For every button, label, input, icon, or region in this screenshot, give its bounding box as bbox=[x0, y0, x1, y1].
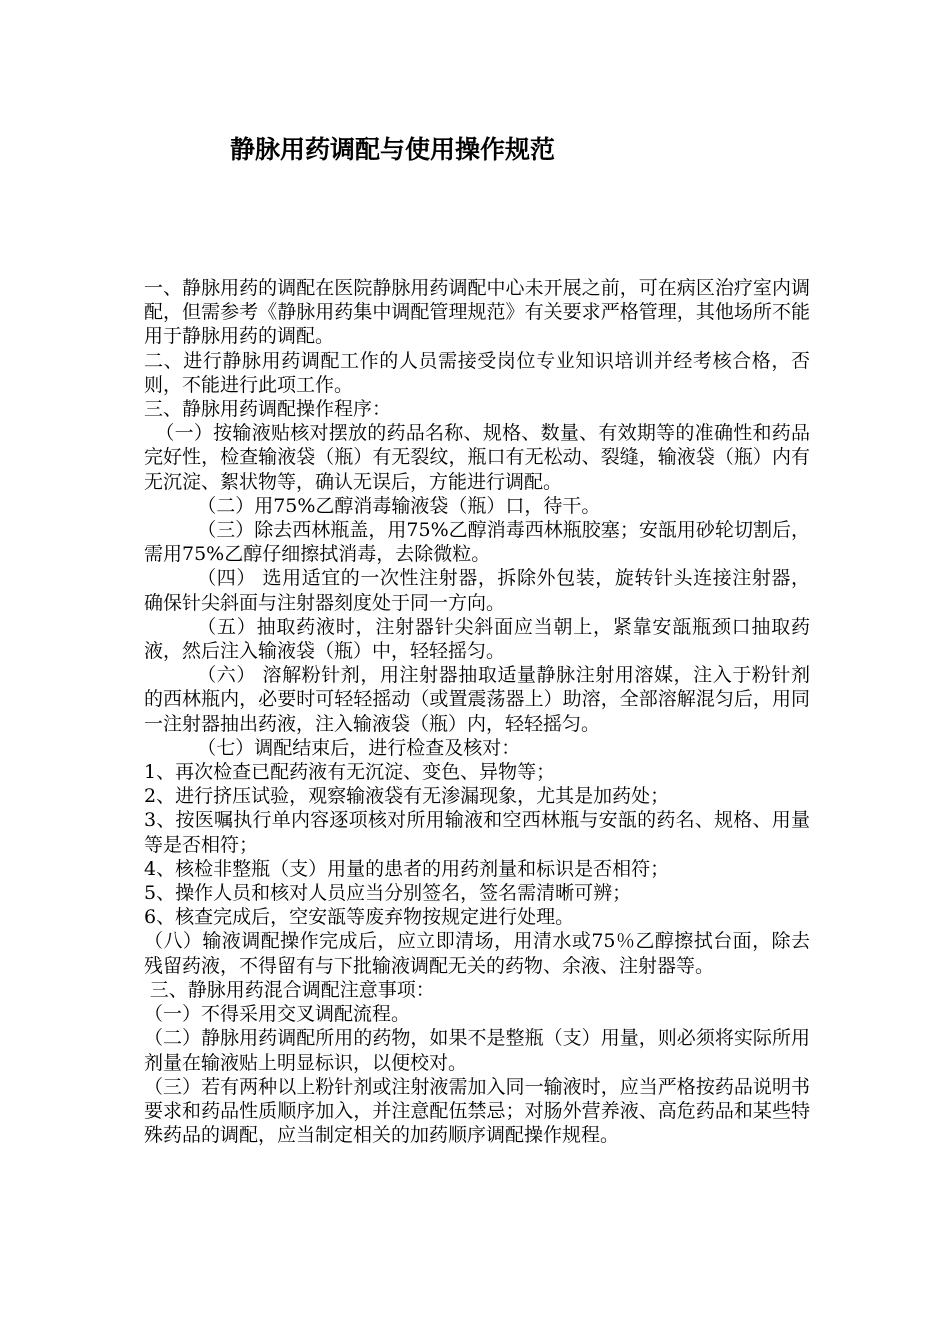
paragraph: （三）若有两种以上粉针剂或注射液需加入同一输液时，应当严格按药品说明书要求和药品性质顺序加入，并注意配伍禁忌；对肠外营养液、高危药品和某些特殊药品的调配，应当制定相关的加药顺序调配操作规程。 bbox=[144, 1075, 810, 1147]
paragraph: 5、操作人员和核对人员应当分别签名，签名需清晰可辨； bbox=[144, 882, 632, 905]
paragraph: 1、再次检查已配药液有无沉淀、变色、异物等； bbox=[144, 761, 556, 784]
paragraph: （三）除去西林瓶盖，用75%乙醇消毒西林瓶胶塞；安瓿用砂轮切割后，需用75%乙醇仔细擦拭消毒，去除微粒。 bbox=[144, 519, 810, 566]
paragraph: （六） 溶解粉针剂，用注射器抽取适量静脉注射用溶媒，注入于粉针剂的西林瓶内，必要时可轻轻摇动（或置震荡器上）助溶，全部溶解混匀后，用同一注射器抽出药液，注入输液袋（瓶）内，轻轻摇匀。 bbox=[144, 664, 810, 735]
document-title: 静脉用药调配与使用操作规范 bbox=[230, 135, 556, 164]
paragraph: 3、按医嘱执行单内容逐项核对所用输液和空西林瓶与安瓿的药名、规格、用量等是否相符； bbox=[144, 809, 810, 856]
paragraph: （二）用75%乙醇消毒输液袋（瓶）口，待干。 bbox=[197, 494, 601, 517]
paragraph: 一、静脉用药的调配在医院静脉用药调配中心未开展之前，可在病区治疗室内调配，但需参考《静脉用药集中调配管理规范》有关要求严格管理，其他场所不能用于静脉用药的调配。 bbox=[144, 277, 810, 348]
paragraph: 4、核检非整瓶（支）用量的患者的用药剂量和标识是否相符； bbox=[144, 857, 670, 880]
paragraph: 三、静脉用药混合调配注意事项： bbox=[149, 978, 435, 1001]
paragraph: （七）调配结束后，进行检查及核对： bbox=[197, 736, 521, 759]
paragraph: （一）按输液贴核对摆放的药品名称、规格、数量、有效期等的准确性和药品完好性，检查输液袋（瓶）有无裂纹，瓶口有无松动、裂缝，输液袋（瓶）内有无沉淀、絮状物等，确认无误后，方能进行调配。 bbox=[144, 422, 810, 493]
paragraph: 二、进行静脉用药调配工作的人员需接受岗位专业知识培训并经考核合格，否则，不能进行此项工作。 bbox=[144, 349, 810, 396]
paragraph: 三、静脉用药调配操作程序： bbox=[144, 398, 392, 421]
paragraph: （四） 选用适宜的一次性注射器，拆除外包装，旋转针头连接注射器，确保针尖斜面与注射器刻度处于同一方向。 bbox=[144, 567, 810, 614]
paragraph: 2、进行挤压试验，观察输液袋有无渗漏现象，尤其是加药处； bbox=[144, 785, 670, 808]
paragraph: （一）不得采用交叉调配流程。 bbox=[144, 1003, 411, 1026]
paragraph: 6、核查完成后，空安瓿等废弃物按规定进行处理。 bbox=[144, 906, 575, 929]
document-body bbox=[144, 276, 810, 1147]
paragraph: （五）抽取药液时，注射器针尖斜面应当朝上，紧靠安瓿瓶颈口抽取药液，然后注入输液袋（瓶）中，轻轻摇匀。 bbox=[144, 615, 810, 663]
paragraph: （八）输液调配操作完成后，应立即清场，用清水或75％乙醇擦拭台面，除去残留药液，不得留有与下批输液调配无关的药物、余液、注射器等。 bbox=[144, 930, 810, 977]
paragraph: （二）静脉用药调配所用的药物，如果不是整瓶（支）用量，则必须将实际所用剂量在输液贴上明显标识，以便校对。 bbox=[144, 1027, 810, 1074]
